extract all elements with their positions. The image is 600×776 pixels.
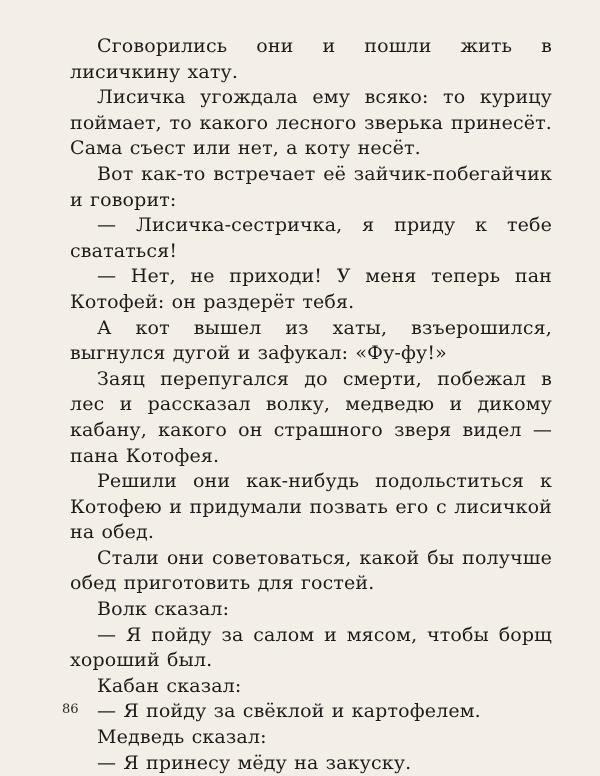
paragraph-6: А кот вышел из хаты, взъерошился, выгнулся дугой и зафукал: «Фу-фу!» (70, 316, 552, 365)
paragraph-3: Вот как-то встречает её зайчик-побегайчик и говорит: (70, 162, 552, 211)
paragraph-2: Лисичка угождала ему всяко: то курицу поймает, то какого лесного зверька принесёт. Сама съест или нет, а коту несёт. (70, 86, 552, 160)
paragraph-10: Волк сказал: (97, 598, 230, 621)
paragraph-12: Кабан сказал: (97, 674, 242, 697)
paragraph-15: — Я принесу мёду на закуску. (97, 751, 412, 774)
paragraph-5: — Нет, не приходи! У меня теперь пан Котофей: он раздерёт тебя. (70, 265, 552, 313)
paragraph-1: Сговорились они и пошли жить в лисичкину хату. (70, 35, 552, 83)
paragraph-14: Медведь сказал: (97, 726, 267, 749)
paragraph-8: Решили они как-нибудь подольститься к Котофею и придумали позвать его с лисичкой на обед. (70, 470, 552, 544)
paragraph-11: — Я пойду за салом и мясом, чтобы борщ хороший был. (70, 623, 552, 672)
paragraph-4: — Лисичка-сестричка, я приду к тебе свататься! (70, 214, 552, 262)
page-number: 86 (62, 702, 79, 717)
paragraph-13: — Я пойду за свёклой и картофелем. (97, 700, 481, 723)
paragraph-9: Стали они советоваться, какой бы получше обед приготовить для гостей. (70, 546, 552, 595)
paragraph-7: Заяц перепугался до смерти, побежал в лес и рассказал волку, медведю и дикому кабану, какого он страшного зверя видел — пана Котофея. (70, 367, 552, 467)
story-text (70, 34, 552, 776)
